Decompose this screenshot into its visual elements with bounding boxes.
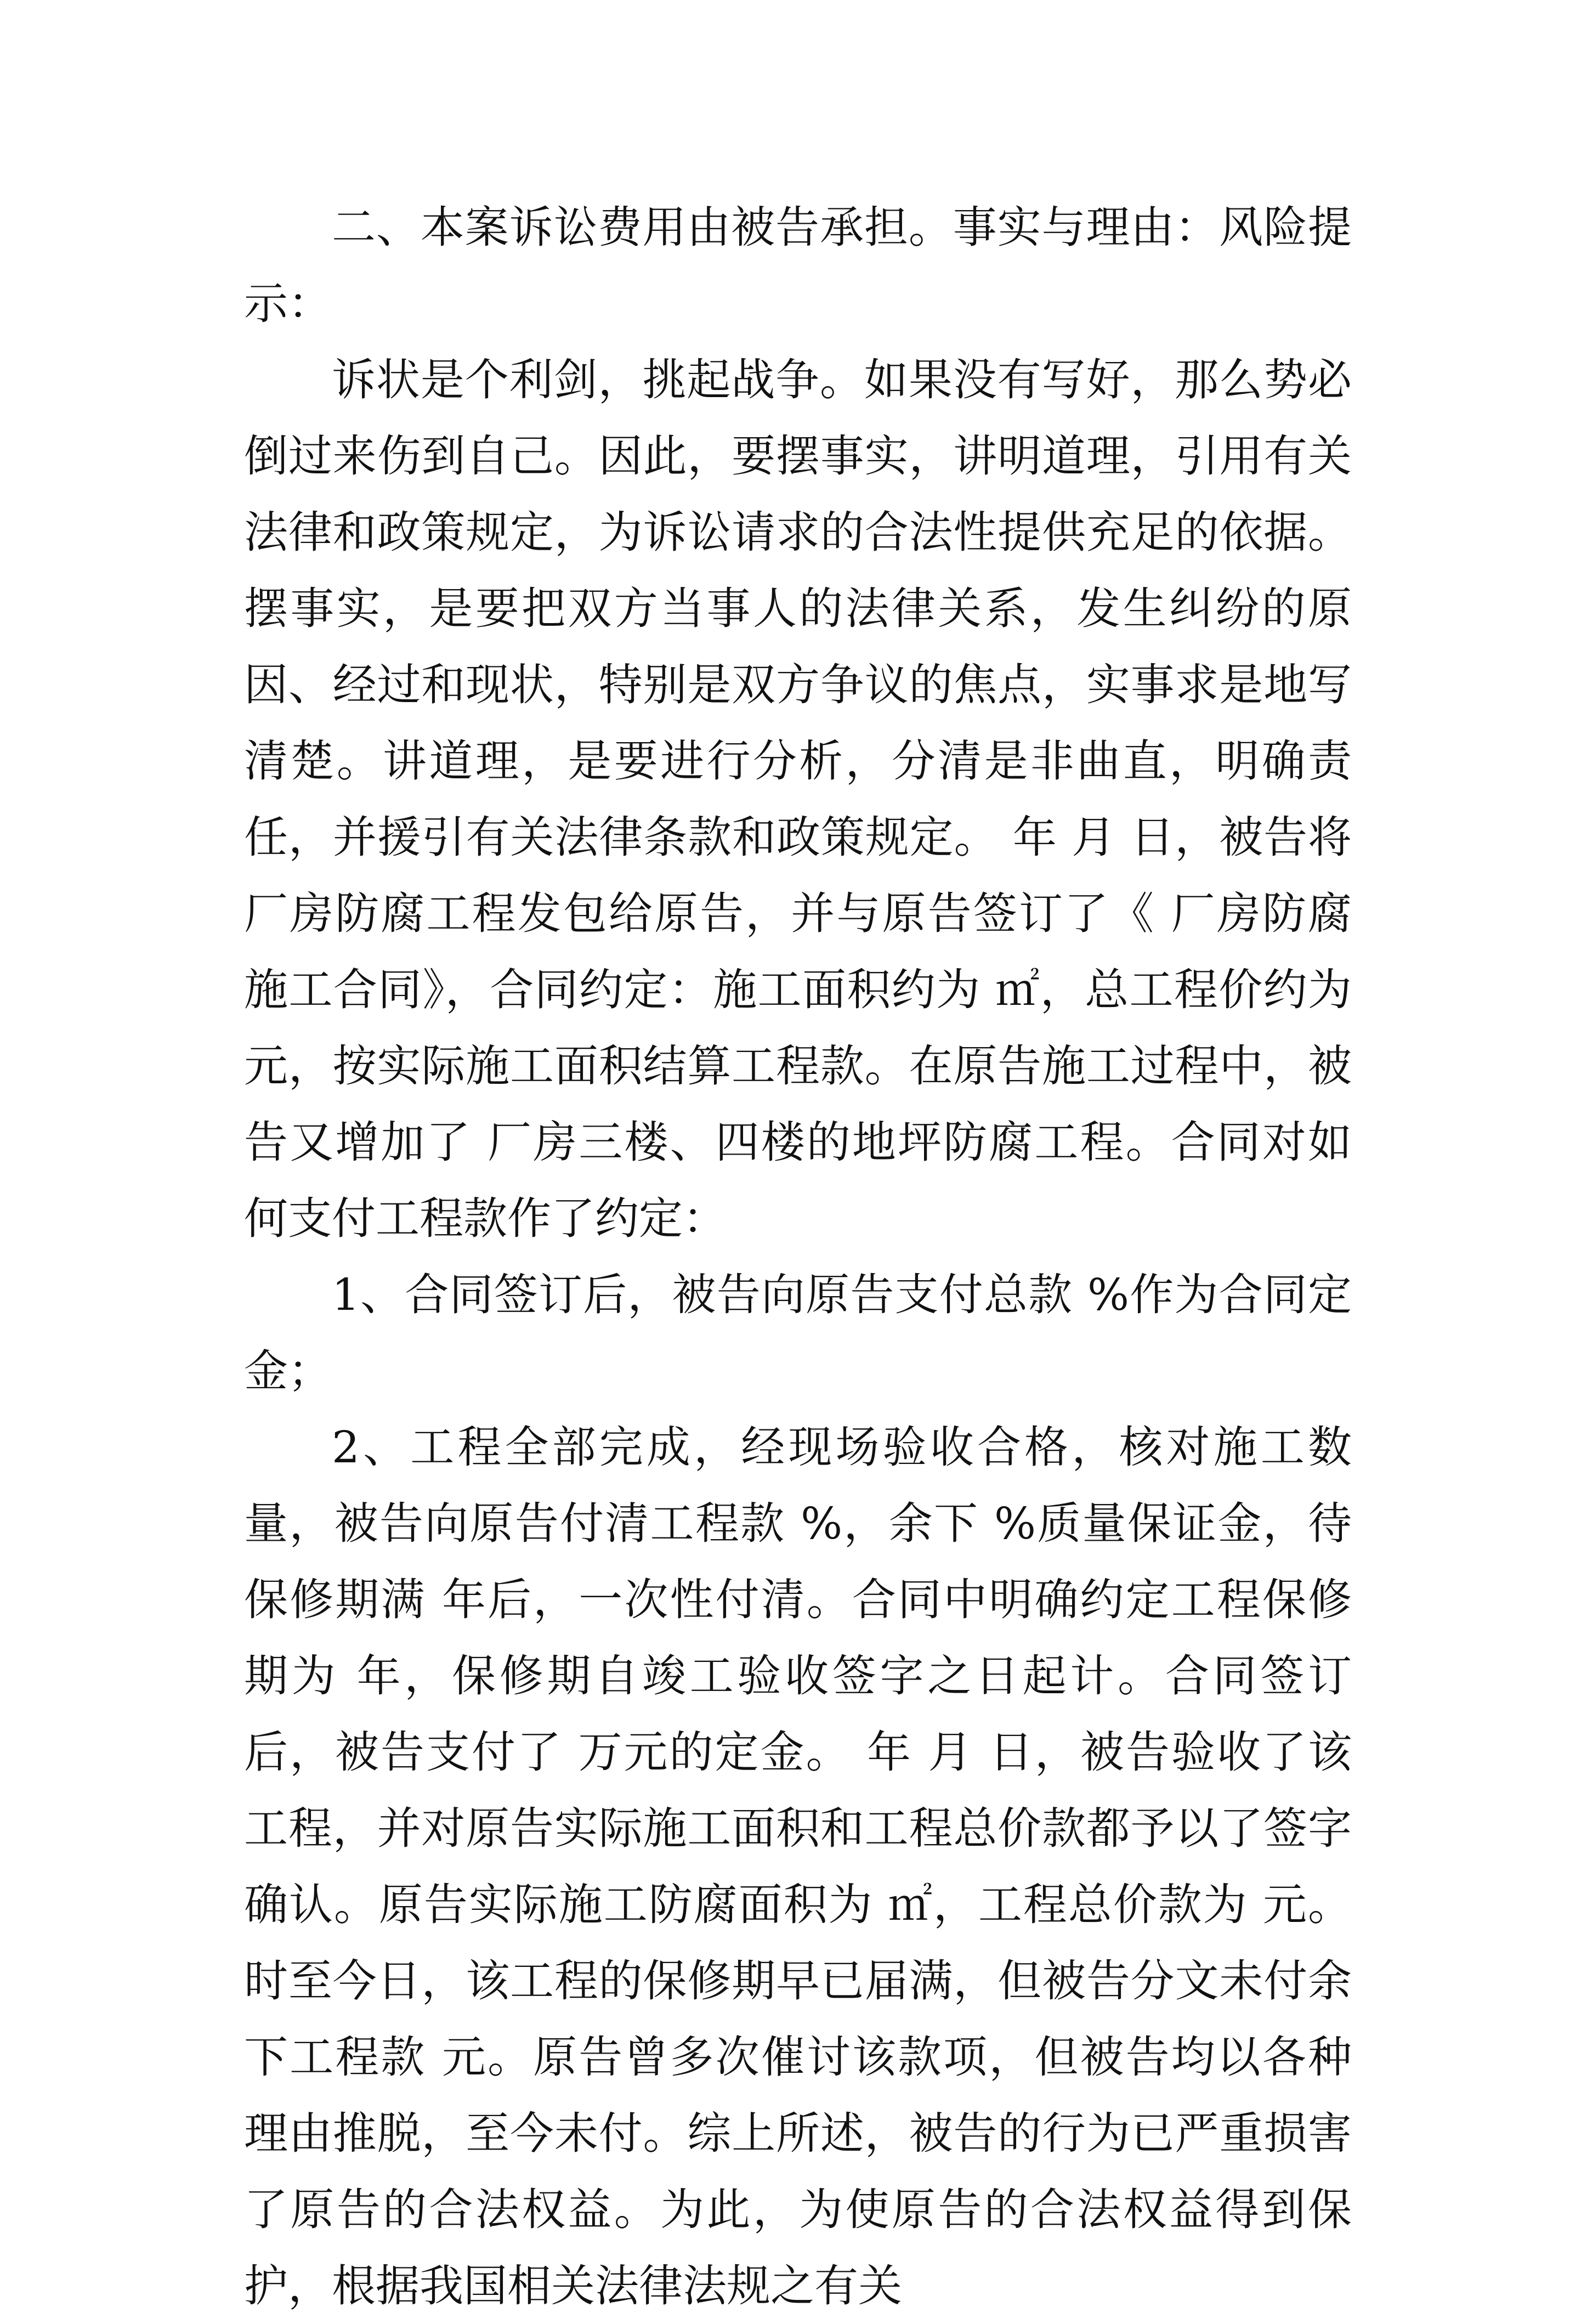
paragraph-payment-term-1: 1、合同签订后，被告向原告支付总款 %作为合同定金； — [244, 1269, 1352, 1396]
document-body — [244, 189, 1352, 2324]
paragraph-litigation-costs: 二、本案诉讼费用由被告承担。事实与理由：风险提示： — [244, 202, 1352, 329]
paragraph-payment-term-2: 2、工程全部完成，经现场验收合格，核对施工数量，被告向原告付清工程款 %，余下 %质量保证金，待保修期满 年后，一次性付清。合同中明确约定工程保修期为 年，保修期自竣工验收签字之日起计。合同签订后，被告支付了 万元的定金。 年 月 日，被告验收了该工程，并对原告实际施工面积和工程总价款都予以了签字确认。原告实际施工防腐面积为 ㎡，工程总价款为 元。时至今日，该工程的保修期早已届满，但被告分文未付余下工程款 元。原告曾多次催讨该款项，但被告均以各种理由推脱，至今未付。综上所述，被告的行为已严重损害了原告的合法权益。为此，为使原告的合法权益得到保护，根据我国相关法律法规之有关 — [244, 1422, 1352, 2311]
paragraph-facts-and-reasons: 诉状是个利剑，挑起战争。如果没有写好，那么势必倒过来伤到自己。因此，要摆事实，讲明道理，引用有关法律和政策规定，为诉讼请求的合法性提供充足的依据。摆事实，是要把双方当事人的法律关系，发生纠纷的原因、经过和现状，特别是双方争议的焦点，实事求是地写清楚。讲道理，是要进行分析，分清是非曲直，明确责任，并援引有关法律条款和政策规定。 年 月 日，被告将 厂房防腐工程发包给原告，并与原告签订了《 厂房防腐施工合同》，合同约定：施工面积约为 ㎡，总工程价约为 元，按实际施工面积结算工程款。在原告施工过程中，被告又增加了 厂房三楼、四楼的地坪防腐工程。合同对如何支付工程款作了约定： — [244, 354, 1352, 1244]
